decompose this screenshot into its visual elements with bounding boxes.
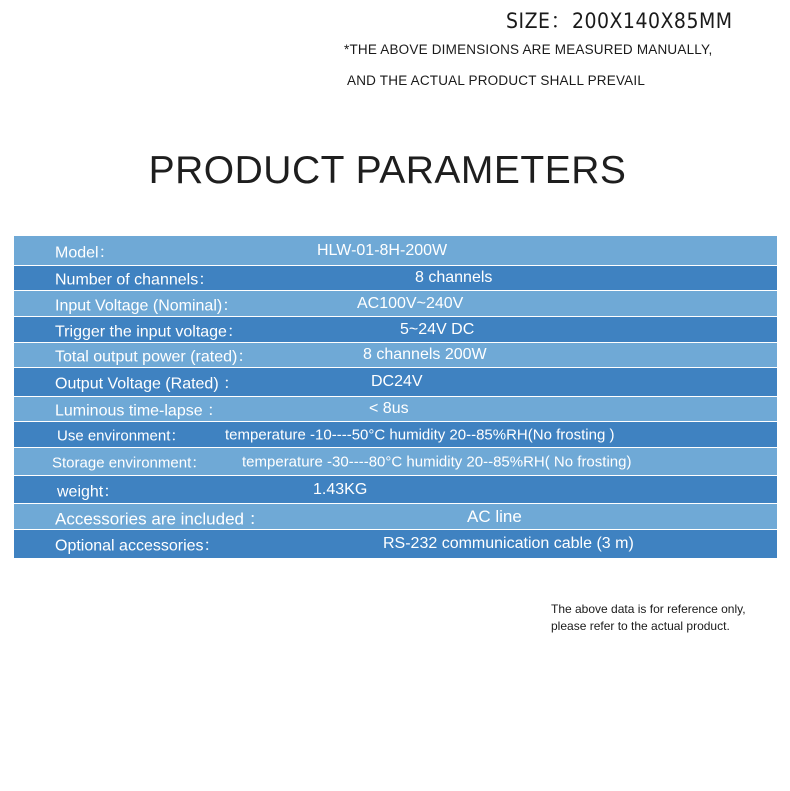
- param-value: 1.43KG: [313, 480, 368, 498]
- param-label: Storage environment：: [52, 454, 207, 471]
- param-row-model: [14, 236, 777, 266]
- page-title: PRODUCT PARAMETERS: [148, 149, 627, 192]
- param-value: 8 channels: [415, 269, 493, 286]
- param-value: AC100V~240V: [357, 294, 464, 312]
- param-row-storage-environment: [14, 448, 777, 476]
- size-label: SIZE：200X140X85MM: [506, 9, 733, 33]
- param-label: Luminous time-lapse ：: [55, 402, 224, 420]
- param-row-accessories-included: [14, 504, 777, 530]
- disclaimer-line2: please refer to the actual product.: [551, 619, 730, 633]
- param-label: Input Voltage (Nominal)：: [55, 297, 239, 314]
- param-label: Number of channels：: [55, 271, 215, 289]
- param-value: AC line: [467, 506, 522, 526]
- param-label: Total output power (rated)：: [55, 348, 254, 366]
- param-row-output-power: [14, 343, 777, 368]
- parameters-table: [14, 236, 777, 558]
- param-label: Optional accessories：: [55, 537, 220, 555]
- disclaimer-line1: The above data is for reference only,: [551, 602, 746, 616]
- param-value: 5~24V DC: [400, 320, 475, 338]
- param-label: Accessories are included ：: [55, 509, 266, 528]
- param-label: Trigger the input voltage：: [55, 323, 243, 340]
- dimension-note-line1: *THE ABOVE DIMENSIONS ARE MEASURED MANUALLY,: [344, 42, 713, 57]
- param-row-use-environment: [14, 422, 777, 448]
- param-label: Output Voltage (Rated) ：: [55, 375, 240, 393]
- param-label: Use environment：: [57, 427, 186, 444]
- param-row-time-lapse: [14, 397, 777, 422]
- param-value: DC24V: [371, 373, 423, 390]
- param-label: Model：: [55, 244, 115, 261]
- param-label: weight：: [57, 483, 120, 500]
- param-row-channels: [14, 266, 777, 291]
- param-value: RS-232 communication cable (3 m): [383, 535, 634, 552]
- param-row-output-voltage: [14, 368, 777, 397]
- param-value: 8 channels 200W: [363, 346, 487, 363]
- param-value: temperature -30----80°C humidity 20--85%RH( No frosting): [242, 453, 632, 470]
- param-value: HLW-01-8H-200W: [317, 241, 448, 259]
- param-value: < 8us: [369, 400, 409, 417]
- dimension-note-line2: AND THE ACTUAL PRODUCT SHALL PREVAIL: [347, 73, 646, 88]
- param-value: temperature -10----50°C humidity 20--85%RH(No frosting ): [225, 426, 615, 443]
- param-row-input-voltage: [14, 291, 777, 317]
- param-row-weight: [14, 476, 777, 504]
- disclaimer: [551, 601, 746, 635]
- param-row-trigger-voltage: [14, 317, 777, 343]
- param-row-optional-accessories: [14, 530, 777, 558]
